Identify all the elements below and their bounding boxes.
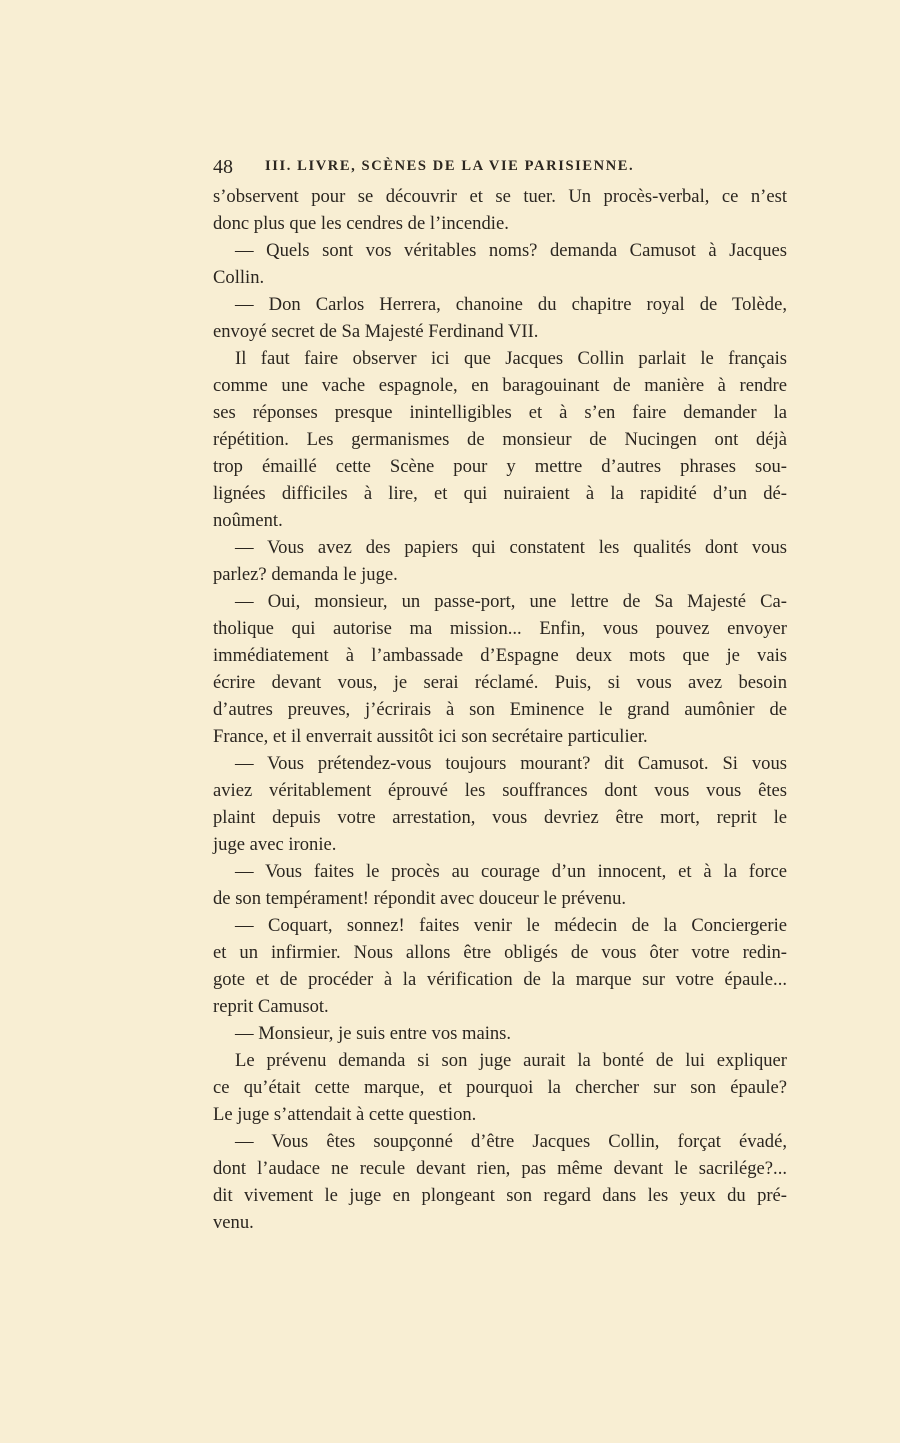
- text-line: immédiatement à l’ambassade d’Espagne deux mots que je vais: [213, 645, 787, 666]
- text-line: venu.: [213, 1212, 254, 1233]
- page-header: [213, 156, 787, 182]
- text-line: — Vous avez des papiers qui constatent les qualités dont vous: [235, 537, 787, 558]
- text-line: et un infirmier. Nous allons être obligés de vous ôter votre redin-: [213, 942, 787, 963]
- text-line: — Monsieur, je suis entre vos mains.: [235, 1023, 512, 1044]
- text-line: reprit Camusot.: [213, 996, 329, 1017]
- text-line: dit vivement le juge en plongeant son regard dans les yeux du pré-: [213, 1185, 787, 1206]
- page-number: 48: [213, 156, 233, 178]
- text-line: — Vous prétendez-vous toujours mourant? dit Camusot. Si vous: [235, 753, 787, 774]
- text-line: — Coquart, sonnez! faites venir le médecin de la Conciergerie: [235, 915, 787, 936]
- text-line: parlez? demanda le juge.: [213, 564, 398, 585]
- text-line: donc plus que les cendres de l’incendie.: [213, 213, 509, 234]
- text-line: lignées difficiles à lire, et qui nuiraient à la rapidité d’un dé-: [213, 483, 787, 504]
- text-line: gote et de procéder à la vérification de la marque sur votre épaule...: [213, 969, 787, 990]
- text-line: de son tempérament! répondit avec douceur le prévenu.: [213, 888, 627, 909]
- text-line: noûment.: [213, 510, 283, 531]
- text-line: tholique qui autorise ma mission... Enfin, vous pouvez envoyer: [213, 618, 787, 639]
- text-line: ses réponses presque inintelligibles et à s’en faire demander la: [213, 402, 787, 423]
- text-line: répétition. Les germanismes de monsieur de Nucingen ont déjà: [213, 429, 787, 450]
- text-line: s’observent pour se découvrir et se tuer. Un procès-verbal, ce n’est: [213, 186, 787, 207]
- body-text: [213, 183, 787, 1236]
- text-line: aviez véritablement éprouvé les souffrances dont vous vous êtes: [213, 780, 787, 801]
- text-line: ce qu’était cette marque, et pourquoi la chercher sur son épaule?: [213, 1077, 787, 1098]
- text-line: trop émaillé cette Scène pour y mettre d’autres phrases sou-: [213, 456, 787, 477]
- text-line: Collin.: [213, 267, 265, 288]
- text-line: — Oui, monsieur, un passe-port, une lettre de Sa Majesté Ca-: [235, 591, 787, 612]
- text-line: — Vous êtes soupçonné d’être Jacques Collin, forçat évadé,: [235, 1131, 787, 1152]
- text-line: Il faut faire observer ici que Jacques Collin parlait le français: [235, 348, 787, 369]
- running-title: III. LIVRE, SCÈNES DE LA VIE PARISIENNE.: [265, 158, 635, 174]
- text-line: juge avec ironie.: [213, 834, 337, 855]
- text-line: Le prévenu demanda si son juge aurait la bonté de lui expliquer: [235, 1050, 787, 1071]
- text-line: écrire devant vous, je serai réclamé. Puis, si vous avez besoin: [213, 672, 787, 693]
- text-line: plaint depuis votre arrestation, vous devriez être mort, reprit le: [213, 807, 787, 828]
- text-line: — Quels sont vos véritables noms? demanda Camusot à Jacques: [235, 240, 787, 261]
- text-line: — Vous faites le procès au courage d’un innocent, et à la force: [235, 861, 787, 882]
- text-line: comme une vache espagnole, en baragouinant de manière à rendre: [213, 375, 787, 396]
- text-line: — Don Carlos Herrera, chanoine du chapitre royal de Tolède,: [235, 294, 787, 315]
- text-line: envoyé secret de Sa Majesté Ferdinand VII.: [213, 321, 539, 342]
- text-line: dont l’audace ne recule devant rien, pas même devant le sacrilége?...: [213, 1158, 787, 1179]
- text-line: d’autres preuves, j’écrirais à son Eminence le grand aumônier de: [213, 699, 787, 720]
- text-line: Le juge s’attendait à cette question.: [213, 1104, 477, 1125]
- text-line: France, et il enverrait aussitôt ici son secrétaire particulier.: [213, 726, 648, 747]
